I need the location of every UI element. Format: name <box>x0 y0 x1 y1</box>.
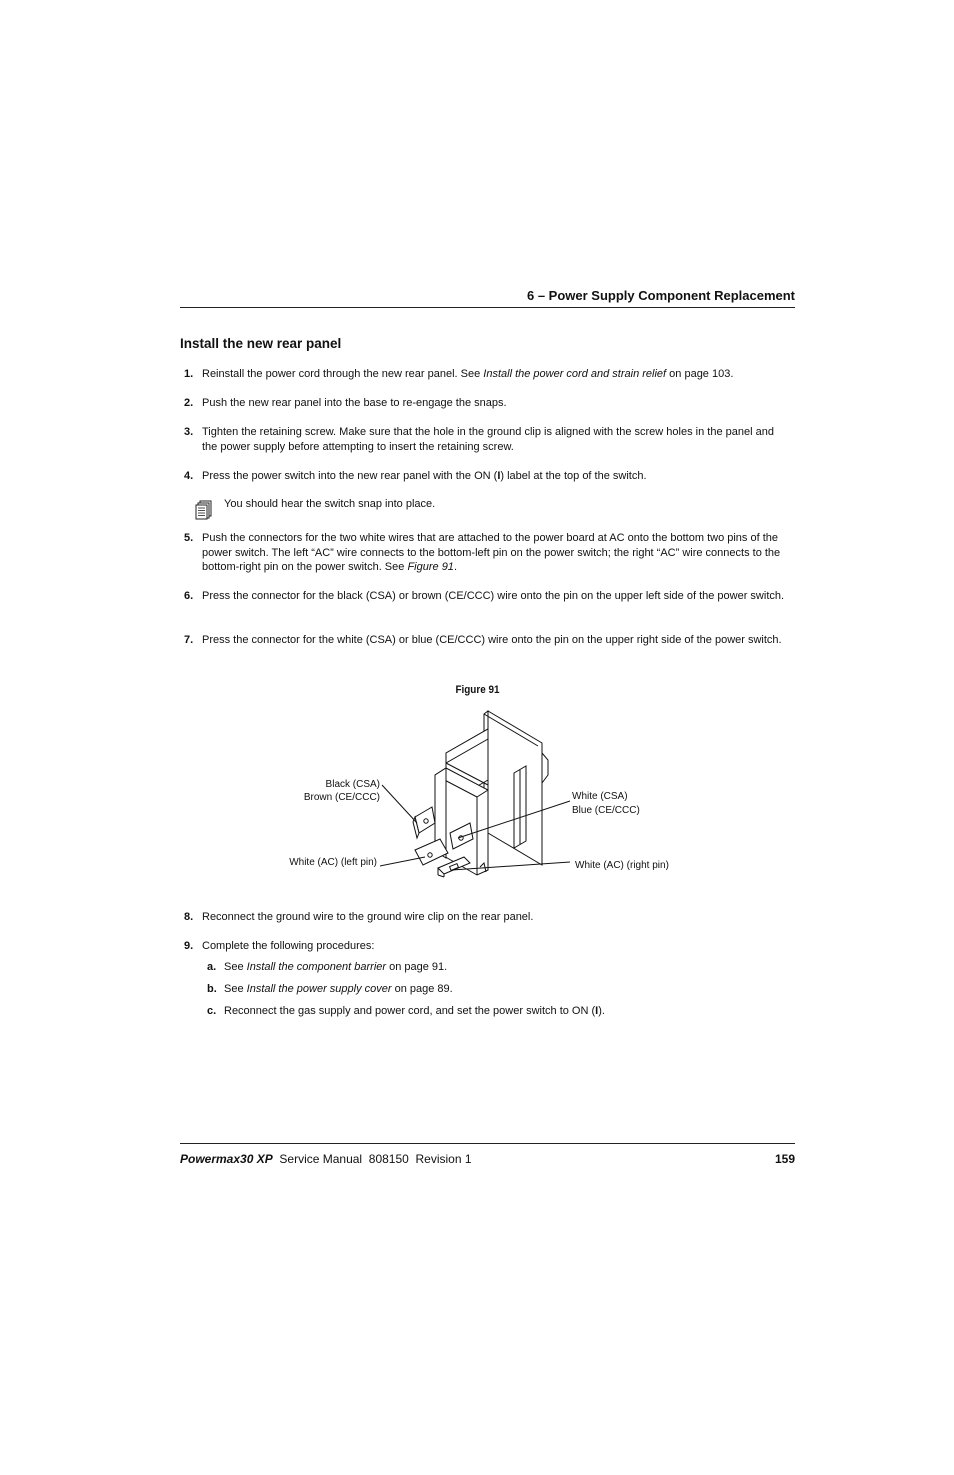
step-text: Reconnect the ground wire to the ground wire clip on the rear panel. <box>202 911 534 923</box>
label-blue-ce-ccc: Blue (CE/CCC) <box>572 805 640 816</box>
on-symbol: I <box>497 470 501 482</box>
header-rule <box>180 307 795 308</box>
substep-letter: a. <box>207 961 217 973</box>
label-white-ac-right: White (AC) (right pin) <box>575 860 669 871</box>
step-text: ) label at the top of the switch. <box>500 470 647 482</box>
step-number: 8. <box>184 911 194 923</box>
cross-reference-link[interactable]: Install the component barrier <box>246 961 387 973</box>
page-number: 159 <box>774 1152 795 1166</box>
product-name: Powermax30 XP <box>180 1152 273 1166</box>
step-text: Tighten the retaining screw. Make sure that the hole in the ground clip is aligned with the screw holes in the panel and the power supply before attempting to insert the retaining screw. <box>202 426 774 453</box>
step-text: . <box>453 561 457 573</box>
step-text: on page 103. <box>666 368 734 380</box>
substep-letter: c. <box>207 1005 217 1017</box>
note-text: You should hear the switch snap into place. <box>224 498 436 510</box>
step-text: Push the new rear panel into the base to re-engage the snaps. <box>202 397 507 409</box>
substep-text: ). <box>598 1005 605 1017</box>
cross-reference-link[interactable]: Install the power supply cover <box>246 983 392 995</box>
label-brown-ce-ccc: Brown (CE/CCC) <box>303 792 380 803</box>
on-symbol: I <box>595 1005 599 1017</box>
step-text: Press the power switch into the new rear panel with the ON ( <box>202 470 498 482</box>
label-black-csa: Black (CSA) <box>325 779 380 790</box>
switch-drawing <box>413 711 548 877</box>
step-text: Reinstall the power cord through the new rear panel. See <box>202 368 484 380</box>
step-number: 2. <box>184 397 194 409</box>
label-white-ac-left: White (AC) (left pin) <box>289 857 377 868</box>
step-number: 7. <box>184 634 194 646</box>
note-pages-icon <box>195 500 213 520</box>
cross-reference-link[interactable]: Install the power cord and strain relief <box>483 368 667 380</box>
footer-rule <box>180 1143 795 1144</box>
section-title: Install the new rear panel <box>180 336 342 351</box>
substep-letter: b. <box>207 983 217 995</box>
substep-text: See <box>224 961 247 973</box>
step-number: 4. <box>184 470 194 482</box>
step-number: 9. <box>184 940 194 952</box>
step-text: Complete the following procedures: <box>202 940 375 952</box>
figure-reference-link[interactable]: Figure 91 <box>407 561 454 573</box>
substep-text: Reconnect the gas supply and power cord, and set the power switch to ON ( <box>224 1005 596 1017</box>
manual-details: Service Manual 808150 Revision 1 <box>279 1152 472 1166</box>
figure-caption: Figure 91 <box>454 684 500 696</box>
chapter-header: 6 – Power Supply Component Replacement <box>527 288 795 303</box>
step-text: Press the connector for the black (CSA) or brown (CE/CCC) wire onto the pin on the upper left side of the power switch. <box>202 590 785 602</box>
substep-text: See <box>224 983 247 995</box>
substep-text: on page 89. <box>391 983 453 995</box>
step-text: Push the connectors for the two white wires that are attached to the power board at AC onto the bottom two pins of the power switch. The left “AC” wire connects to the bottom-left pin on the power switch; the right “AC” wire connects to the bottom-right pin on the power switch. See <box>202 532 781 573</box>
label-white-csa: White (CSA) <box>572 791 628 802</box>
step-text: Press the connector for the white (CSA) or blue (CE/CCC) wire onto the pin on the upper right side of the power switch. <box>202 634 782 646</box>
step-number: 6. <box>184 590 194 602</box>
power-switch-diagram <box>280 705 680 885</box>
substep-text: on page 91. <box>386 961 448 973</box>
step-number: 5. <box>184 532 194 544</box>
step-number: 3. <box>184 426 194 438</box>
step-number: 1. <box>184 368 194 380</box>
footer-manual-info <box>180 1152 472 1166</box>
